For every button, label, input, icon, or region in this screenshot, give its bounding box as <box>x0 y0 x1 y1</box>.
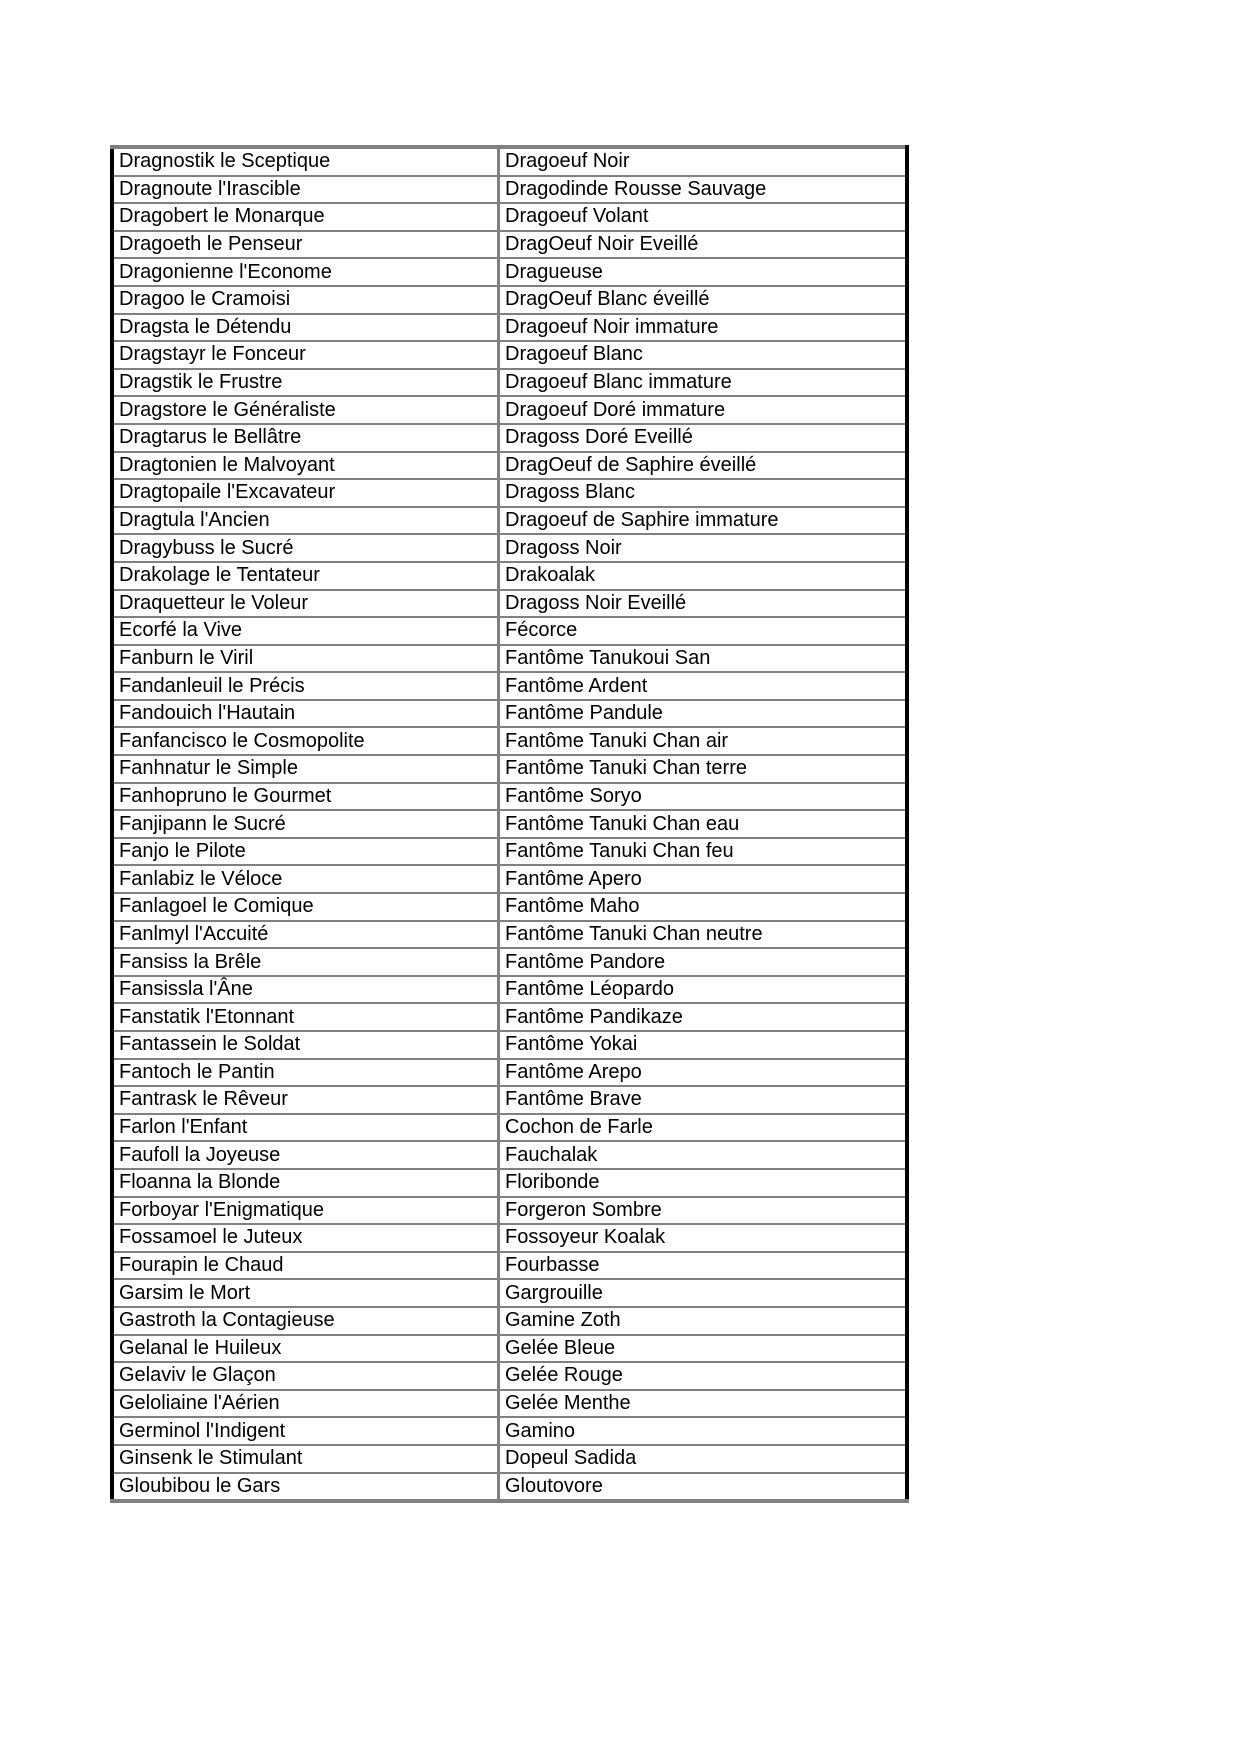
table-row <box>112 1141 907 1169</box>
table-row <box>112 1390 907 1418</box>
cell-name: Draquetteur le Voleur <box>112 590 499 618</box>
cell-monster: Fantôme Yokai <box>499 1031 908 1059</box>
cell-name: Dragybuss le Sucré <box>112 534 499 562</box>
cell-monster: Cochon de Farle <box>499 1114 908 1142</box>
cell-monster: Gamino <box>499 1417 908 1445</box>
table-row <box>112 286 907 314</box>
table-row <box>112 590 907 618</box>
cell-monster: Gargrouille <box>499 1279 908 1307</box>
cell-monster: Fantôme Pandore <box>499 948 908 976</box>
cell-monster: Dopeul Sadida <box>499 1445 908 1473</box>
cell-monster: Gelée Menthe <box>499 1390 908 1418</box>
table-row <box>112 783 907 811</box>
table-row <box>112 865 907 893</box>
cell-name: Fantassein le Soldat <box>112 1031 499 1059</box>
cell-monster: Dragodinde Rousse Sauvage <box>499 176 908 204</box>
table-row <box>112 1003 907 1031</box>
table-row <box>112 1224 907 1252</box>
cell-monster: DragOeuf Noir Eveillé <box>499 231 908 259</box>
cell-name: Dragobert le Monarque <box>112 203 499 231</box>
cell-name: Fanstatik l'Etonnant <box>112 1003 499 1031</box>
cell-monster: DragOeuf Blanc éveillé <box>499 286 908 314</box>
cell-monster: Fécorce <box>499 617 908 645</box>
cell-name: Fanjipann le Sucré <box>112 810 499 838</box>
cell-monster: Dragoss Noir <box>499 534 908 562</box>
cell-name: Drakolage le Tentateur <box>112 562 499 590</box>
cell-monster: Dragueuse <box>499 258 908 286</box>
cell-name: Dragtonien le Malvoyant <box>112 452 499 480</box>
table-row <box>112 893 907 921</box>
table-row <box>112 1169 907 1197</box>
table-row <box>112 921 907 949</box>
cell-monster: Dragoeuf Volant <box>499 203 908 231</box>
cell-name: Gelaviv le Glaçon <box>112 1362 499 1390</box>
cell-name: Dragoo le Cramoisi <box>112 286 499 314</box>
cell-name: Fanjo le Pilote <box>112 838 499 866</box>
table-body <box>112 147 907 1501</box>
cell-name: Garsim le Mort <box>112 1279 499 1307</box>
cell-name: Fanhnatur le Simple <box>112 755 499 783</box>
cell-name: Gloubibou le Gars <box>112 1473 499 1502</box>
cell-name: Geloliaine l'Aérien <box>112 1390 499 1418</box>
cell-monster: Gelée Rouge <box>499 1362 908 1390</box>
cell-monster: Floribonde <box>499 1169 908 1197</box>
table-row <box>112 1252 907 1280</box>
table-row <box>112 424 907 452</box>
cell-monster: Fantôme Tanuki Chan eau <box>499 810 908 838</box>
cell-monster: Dragoeuf Blanc immature <box>499 369 908 397</box>
cell-monster: Fantôme Tanuki Chan neutre <box>499 921 908 949</box>
cell-monster: Drakoalak <box>499 562 908 590</box>
table-row <box>112 1086 907 1114</box>
cell-name: Floanna la Blonde <box>112 1169 499 1197</box>
table-row <box>112 396 907 424</box>
cell-monster: Fantôme Maho <box>499 893 908 921</box>
table-row <box>112 1279 907 1307</box>
cell-name: Dragoeth le Penseur <box>112 231 499 259</box>
cell-name: Fanlmyl l'Accuité <box>112 921 499 949</box>
cell-name: Fansiss la Brêle <box>112 948 499 976</box>
table-row <box>112 617 907 645</box>
cell-name: Fanhopruno le Gourmet <box>112 783 499 811</box>
table-row <box>112 1445 907 1473</box>
table-row <box>112 700 907 728</box>
cell-name: Fanfancisco le Cosmopolite <box>112 727 499 755</box>
table-row <box>112 810 907 838</box>
cell-monster: Gloutovore <box>499 1473 908 1502</box>
cell-monster: Fantôme Brave <box>499 1086 908 1114</box>
cell-name: Dragnostik le Sceptique <box>112 147 499 176</box>
cell-monster: Dragoss Blanc <box>499 479 908 507</box>
cell-name: Gastroth la Contagieuse <box>112 1307 499 1335</box>
cell-monster: Fantôme Tanuki Chan terre <box>499 755 908 783</box>
table-row <box>112 1031 907 1059</box>
cell-monster: Dragoeuf de Saphire immature <box>499 507 908 535</box>
cell-name: Dragtopaile l'Excavateur <box>112 479 499 507</box>
cell-name: Dragstayr le Fonceur <box>112 341 499 369</box>
table-row <box>112 976 907 1004</box>
table-row <box>112 176 907 204</box>
cell-name: Fossamoel le Juteux <box>112 1224 499 1252</box>
cell-monster: Fauchalak <box>499 1141 908 1169</box>
cell-name: Dragonienne l'Econome <box>112 258 499 286</box>
cell-monster: Forgeron Sombre <box>499 1197 908 1225</box>
table-row <box>112 672 907 700</box>
cell-monster: DragOeuf de Saphire éveillé <box>499 452 908 480</box>
cell-monster: Dragoeuf Noir immature <box>499 314 908 342</box>
cell-monster: Fantôme Arepo <box>499 1059 908 1087</box>
cell-name: Germinol l'Indigent <box>112 1417 499 1445</box>
cell-monster: Dragoss Doré Eveillé <box>499 424 908 452</box>
table-row <box>112 341 907 369</box>
cell-monster: Fossoyeur Koalak <box>499 1224 908 1252</box>
cell-name: Farlon l'Enfant <box>112 1114 499 1142</box>
cell-name: Dragnoute l'Irascible <box>112 176 499 204</box>
cell-name: Fanlabiz le Véloce <box>112 865 499 893</box>
cell-name: Dragstik le Frustre <box>112 369 499 397</box>
cell-name: Fanburn le Viril <box>112 645 499 673</box>
cell-name: Fantoch le Pantin <box>112 1059 499 1087</box>
table-row <box>112 147 907 176</box>
cell-monster: Dragoeuf Noir <box>499 147 908 176</box>
table-row <box>112 1362 907 1390</box>
table-row <box>112 838 907 866</box>
cell-monster: Dragoss Noir Eveillé <box>499 590 908 618</box>
table-row <box>112 479 907 507</box>
cell-name: Fourapin le Chaud <box>112 1252 499 1280</box>
table-row <box>112 755 907 783</box>
table-row <box>112 645 907 673</box>
cell-monster: Dragoeuf Blanc <box>499 341 908 369</box>
cell-name: Fandanleuil le Précis <box>112 672 499 700</box>
cell-name: Dragstore le Généraliste <box>112 396 499 424</box>
table-row <box>112 562 907 590</box>
cell-name: Gelanal le Huileux <box>112 1335 499 1363</box>
table-row <box>112 507 907 535</box>
cell-name: Fantrask le Rêveur <box>112 1086 499 1114</box>
table-row <box>112 534 907 562</box>
cell-name: Dragsta le Détendu <box>112 314 499 342</box>
cell-name: Fanlagoel le Comique <box>112 893 499 921</box>
cell-name: Faufoll la Joyeuse <box>112 1141 499 1169</box>
cell-monster: Fantôme Apero <box>499 865 908 893</box>
table-row <box>112 258 907 286</box>
cell-monster: Fantôme Pandule <box>499 700 908 728</box>
table-row <box>112 1114 907 1142</box>
table-row <box>112 1473 907 1502</box>
cell-monster: Gamine Zoth <box>499 1307 908 1335</box>
table-row <box>112 203 907 231</box>
table-row <box>112 314 907 342</box>
table-row <box>112 369 907 397</box>
cell-name: Forboyar l'Enigmatique <box>112 1197 499 1225</box>
cell-name: Dragtula l'Ancien <box>112 507 499 535</box>
cell-monster: Fantôme Tanukoui San <box>499 645 908 673</box>
table-row <box>112 727 907 755</box>
cell-monster: Fantôme Soryo <box>499 783 908 811</box>
table-row <box>112 948 907 976</box>
table-row <box>112 231 907 259</box>
cell-name: Ecorfé la Vive <box>112 617 499 645</box>
table-row <box>112 1417 907 1445</box>
cell-name: Dragtarus le Bellâtre <box>112 424 499 452</box>
cell-monster: Fantôme Léopardo <box>499 976 908 1004</box>
cell-monster: Fantôme Pandikaze <box>499 1003 908 1031</box>
cell-monster: Fourbasse <box>499 1252 908 1280</box>
table-row <box>112 1197 907 1225</box>
table-row <box>112 1307 907 1335</box>
cell-name: Ginsenk le Stimulant <box>112 1445 499 1473</box>
name-pairs-table <box>110 145 909 1503</box>
cell-monster: Dragoeuf Doré immature <box>499 396 908 424</box>
cell-monster: Fantôme Ardent <box>499 672 908 700</box>
cell-monster: Gelée Bleue <box>499 1335 908 1363</box>
cell-name: Fansissla l'Âne <box>112 976 499 1004</box>
cell-monster: Fantôme Tanuki Chan feu <box>499 838 908 866</box>
table-row <box>112 1059 907 1087</box>
cell-monster: Fantôme Tanuki Chan air <box>499 727 908 755</box>
table-row <box>112 1335 907 1363</box>
cell-name: Fandouich l'Hautain <box>112 700 499 728</box>
table-row <box>112 452 907 480</box>
